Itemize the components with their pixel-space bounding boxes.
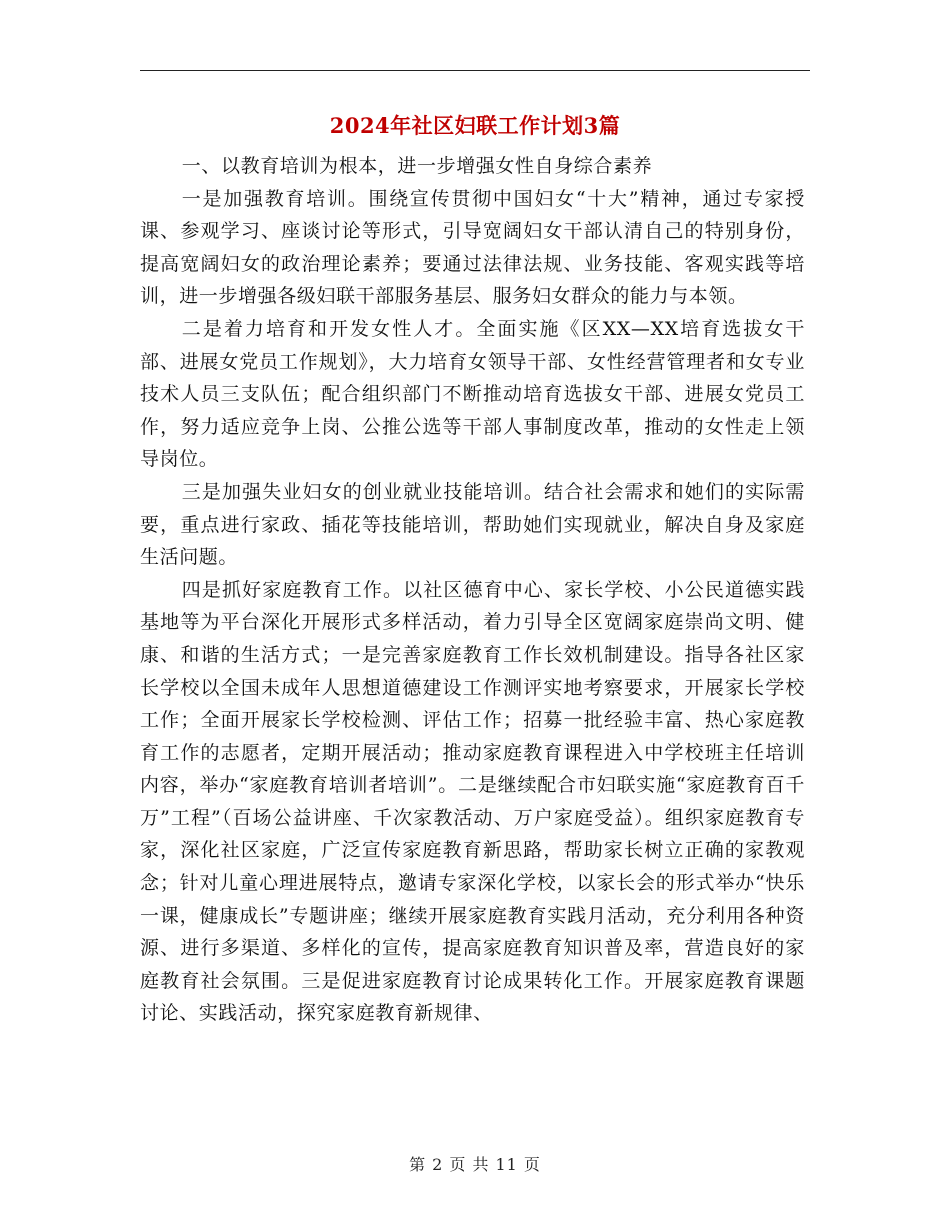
paragraph-family-education: 四是抓好家庭教育工作。以社区德育中心、家长学校、小公民道德实践基地等为平台深化开展形式多样活动，着力引导全区宽阔家庭崇尚文明、健康、和谐的生活方式；一是完善家庭教育工作长效机制建设。指导各社区家长学校以全国未成年人思想道德建设工作测评实地考察要求，开展家长学校工作；全面开展家长学校检测、评估工作；招募一批经验丰富、热心家庭教育工作的志愿者，定期开展活动；推动家庭教育课程进入中学校班主任培训内容，举办“家庭教育培训者培训”。二是继续配合市妇联实施“家庭教育百千万”工程”（百场公益讲座、千次家教活动、万户家庭受益）。组织家庭教育专家，深化社区家庭，广泛宣传家庭教育新思路，帮助家长树立正确的家教观念；针对儿童心理进展特点，邀请专家深化学校，以家长会的形式举办“快乐一课，健康成长”专题讲座；继续开展家庭教育实践月活动，充分利用各种资源、进行多渠道、多样化的宣传，提高家庭教育知识普及率，营造良好的家庭教育社会氛围。三是促进家庭教育讨论成果转化工作。开展家庭教育课题讨论、实践活动，探究家庭教育新规律、 (140, 578, 805, 1025)
total-page-count: 11 (495, 1155, 518, 1174)
current-page-number: 2 (432, 1155, 444, 1174)
footer-prefix: 第 (409, 1155, 427, 1174)
page-footer (0, 1154, 950, 1176)
footer-suffix: 页 (523, 1155, 541, 1174)
paragraph-female-talent: 二是着力培育和开发女性人才。全面实施《区XX—XX培育选拔女干部、进展女党员工作规划》，大力培育女领导干部、女性经营管理者和女专业技术人员三支队伍；配合组织部门不断推动培育选拔女干部、进展女党员工作，努力适应竞争上岗、公推公选等干部人事制度改革，推动的女性走上领导岗位。 (140, 317, 805, 471)
section-heading: 一、以教育培训为根本，进一步增强女性自身综合素养 (181, 155, 653, 177)
paragraph-employment-training: 三是加强失业妇女的创业就业技能培训。结合社会需求和她们的实际需要，重点进行家政、插花等技能培训，帮助她们实现就业，解决自身及家庭生活问题。 (140, 480, 805, 569)
header-rule (140, 70, 810, 71)
footer-middle: 页 共 (449, 1155, 490, 1174)
document-title: 2024年社区妇联工作计划3篇 (329, 113, 621, 138)
document-body (140, 150, 805, 1030)
paragraph-education-training: 一是加强教育培训。围绕宣传贯彻中国妇女“十大”精神，通过专家授课、参观学习、座谈讨论等形式，引导宽阔妇女干部认清自己的特别身份，提高宽阔妇女的政治理论素养；要通过法律法规、业务技能、客观实践等培训，进一步增强各级妇联干部服务基层、服务妇女群众的能力与本领。 (140, 187, 805, 308)
